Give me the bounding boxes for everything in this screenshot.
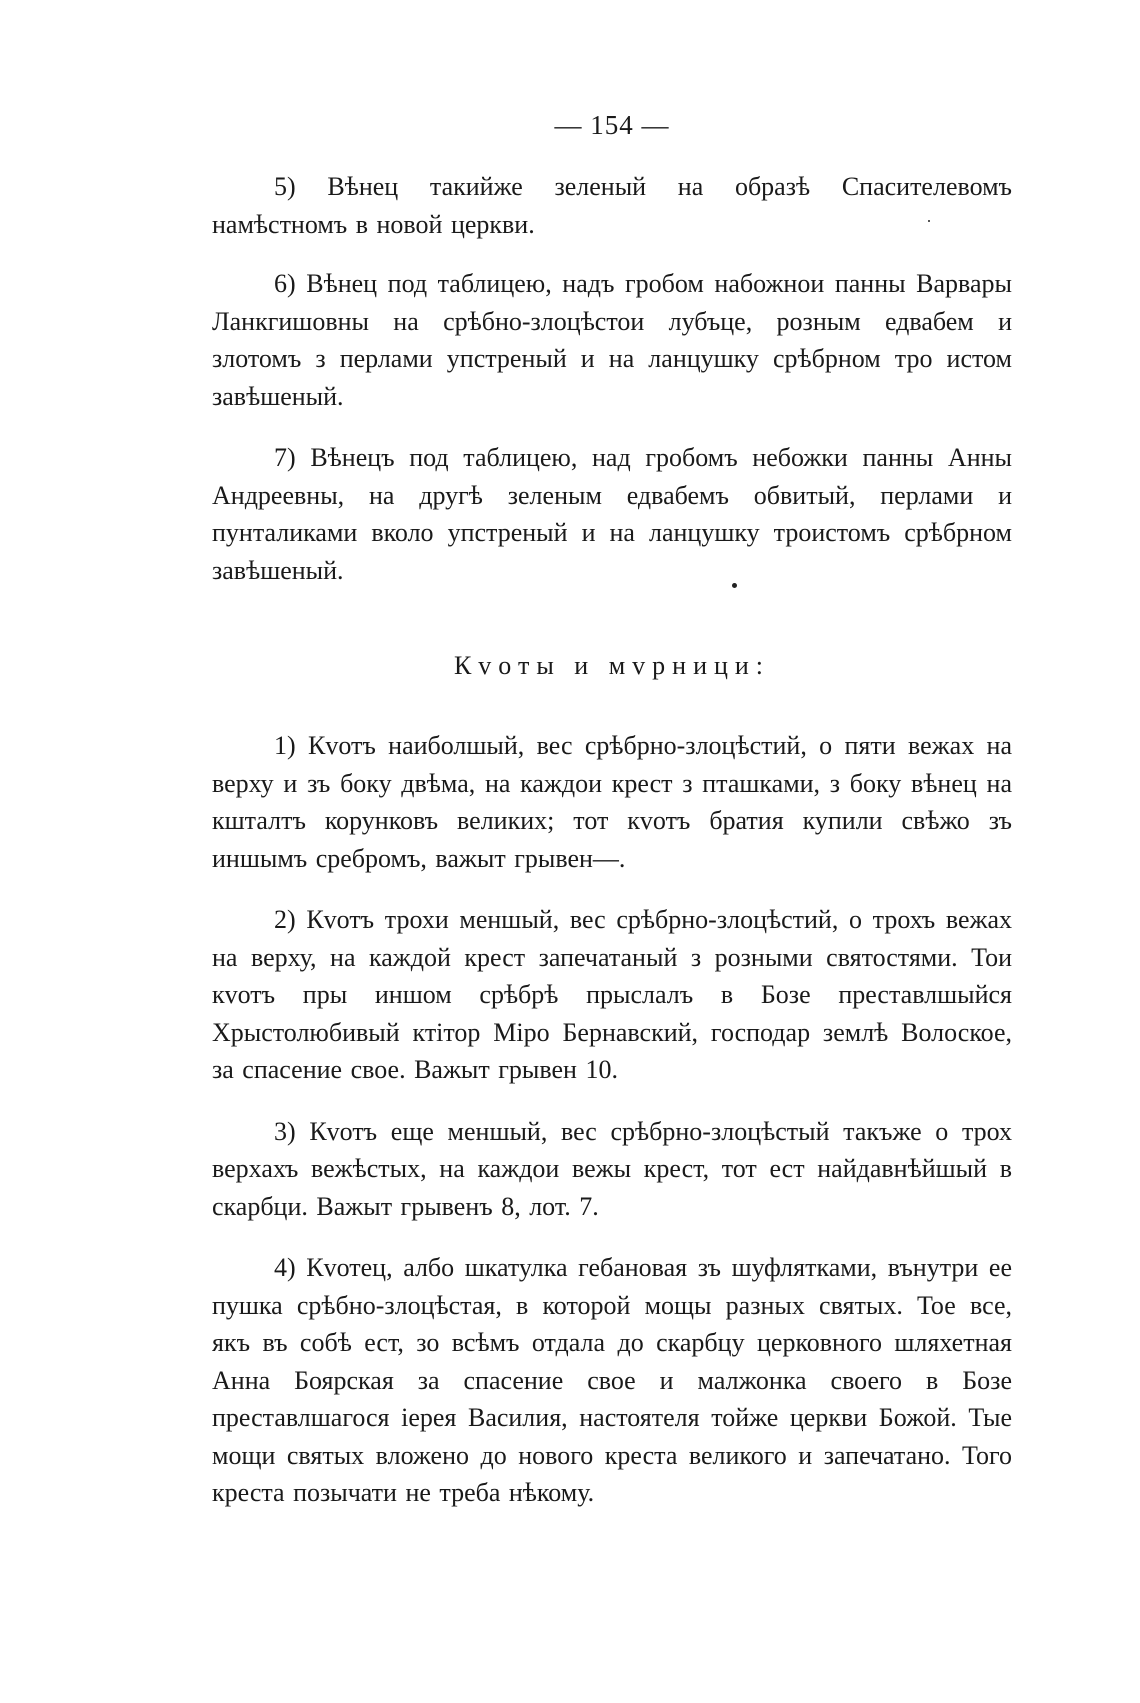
paragraph-kiot-2: 2) Кvотъ трохи меншый, вес срѣбрно-злоцѣстий, о трохъ вежах на верху, на каждой крест запечатаный з розными святостями. Тои кvотъ пры иншом срѣбрѣ прыслалъ в Бозе преставлшыйся Хрыстолюбивый ктітор Міро Бернавский, господар землѣ Волоское, за спасение свое. Важыт грывен 10. bbox=[212, 905, 1012, 1084]
scan-speck bbox=[928, 220, 930, 222]
paragraph-item-7: 7) Вѣнецъ под таблицею, над гробомъ небожки панны Анны Андреевны, на другѣ зеленым едвабемъ обвитый, перлами и пунталиками вколо упстреный и на ланцушку троистомъ срѣбрном завѣшеный. bbox=[212, 443, 1012, 585]
paragraph-kiot-3: 3) Кvотъ еще меншый, вес срѣбрно-злоцѣстый такъже о трох верхахъ вежѣстых, на каждои вежы крест, тот ест найдавнѣйшый в скарбци. Важыт грывенъ 8, лот. 7. bbox=[212, 1116, 1012, 1221]
section-heading: Кvоты и мvрници: bbox=[453, 651, 771, 680]
scan-speck bbox=[732, 583, 737, 588]
paragraph-item-6: 6) Вѣнец под таблицею, надъ гробом набожнои панны Варвары Ланкгишовны на срѣбно-злоцѣстои лубъце, розным едвабем и злотомъ з перлами упстреный и на ланцушку срѣбрном тро истом завѣшеный. bbox=[212, 269, 1012, 411]
paragraph-kiot-1: 1) Кvотъ наиболшый, вес срѣбрно-злоцѣстий, о пяти вежах на верху и зъ боку двѣма, на каждои крест з пташками, з боку вѣнец на кшталтъ корунковъ великих; тот кvотъ братия купили свѣжо зъ иншымъ сребромъ, важыт грывен—. bbox=[212, 731, 1012, 873]
paragraph-kiot-4: 4) Кvотец, албо шкатулка гебановая зъ шуфлятками, вънутри ее пушка срѣбно-злоцѣстая, в которой мощы разных святых. Тое все, якъ въ собѣ ест, зо всѣмъ отдала до скарбцу церковного шляхетная Анна Боярская за спасение свое и малжонка своего в Бозе преставлшагося іерея Василия, настоятеля тойже церкви Божой. Тые мощи святых вложено до нового креста великого и запечатано. Того креста позычати не треба нѣкому. bbox=[212, 1253, 1012, 1507]
page-number: — 154 — bbox=[554, 110, 670, 140]
paragraph-item-5: 5) Вѣнец такийже зеленый на образѣ Спасителевомъ намѣстномъ в новой церкви. bbox=[212, 172, 1012, 239]
document-page bbox=[212, 108, 1012, 1536]
